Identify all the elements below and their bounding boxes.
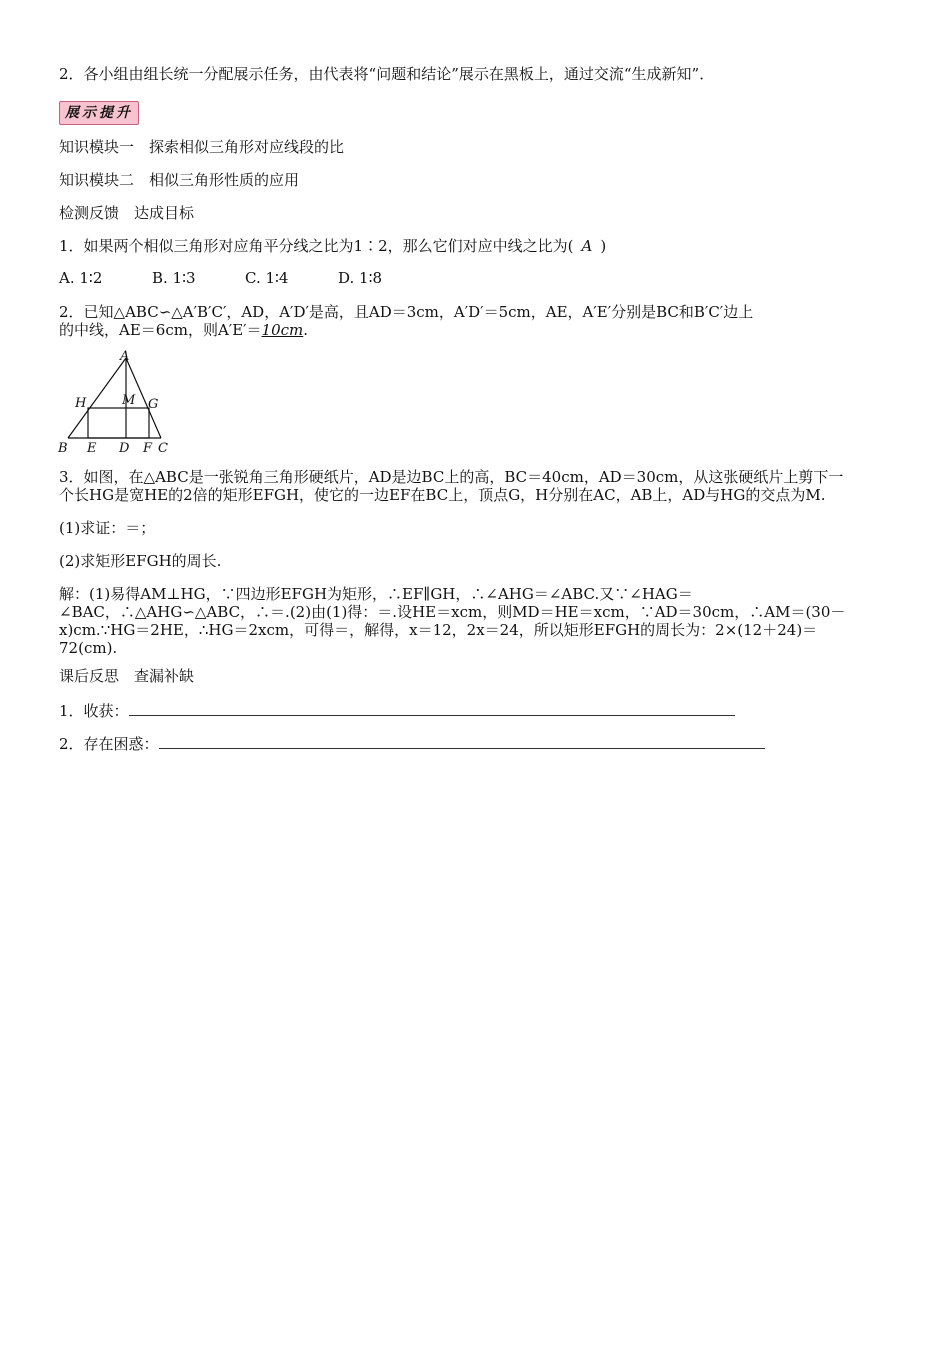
module-2-title: 知识模块二 相似三角形性质的应用 [59, 171, 300, 189]
check-heading: 检测反馈 达成目标 [59, 204, 195, 222]
label-h: H [75, 396, 87, 411]
label-b: B [58, 441, 68, 456]
solution-line-2: ∠BAC，∴△AHG∽△ABC，∴＝.(2)由(1)得：＝.设HE＝xcm，则MD＝HE＝xcm，∵AD＝30cm，∴AM＝(30－ [59, 603, 846, 621]
label-a: A [120, 349, 130, 364]
question-1-text: 1．如果两个相似三角形对应角平分线之比为1∶2，那么它们对应中线之比为( [59, 237, 574, 255]
question-2-prefix: 的中线，AE＝6cm，则A′E′＝ [59, 321, 262, 339]
option-a: A. 1∶2 [59, 269, 103, 287]
question-2-suffix: . [303, 321, 309, 339]
question-3-line-2: 个长HG是宽HE的2倍的矩形EFGH，使它的一边EF在BC上，顶点G，H分别在AC，AB上，AD与HG的交点为M. [59, 486, 826, 504]
option-d: D. 1∶8 [338, 269, 383, 287]
doubt-label: 2．存在困惑： [59, 735, 159, 753]
label-e: E [87, 441, 97, 456]
question-2-line-1: 2．已知△ABC∽△A′B′C′，AD，A′D′是高，且AD＝3cm，A′D′＝5cm，AE，A′E′分别是BC和B′C′边上 [59, 303, 754, 321]
question-2-line-2 [59, 320, 308, 340]
label-g: G [148, 397, 159, 412]
question-3-line-1: 3．如图，在△ABC是一张锐角三角形硬纸片，AD是边BC上的高，BC＝40cm，AD＝30cm，从这张硬纸片上剪下一 [59, 468, 844, 486]
question-1-close: ) [600, 237, 607, 255]
triangle-figure [55, 346, 175, 458]
solution-line-1: 解：(1)易得AM⊥HG，∵四边形EFGH为矩形，∴EF∥GH，∴∠AHG＝∠ABC.又∵∠HAG＝ [59, 585, 693, 603]
label-c: C [158, 441, 168, 456]
option-c: C. 1∶4 [245, 269, 289, 287]
label-d: D [119, 441, 130, 456]
module-1-title: 知识模块一 探索相似三角形对应线段的比 [59, 138, 345, 156]
section-badge: 展示提升 [59, 101, 139, 125]
item-intro: 2．各小组由组长统一分配展示任务，由代表将“问题和结论”展示在黑板上，通过交流“生成新知”． [59, 65, 715, 83]
question-1-answer: A [581, 237, 593, 255]
solution-line-4: 72(cm). [59, 639, 118, 657]
question-3-part-1: (1)求证：＝； [59, 519, 156, 537]
question-1 [59, 236, 606, 256]
question-1-options [59, 268, 382, 288]
rectangle-efgh [88, 408, 149, 438]
gain-answer-line[interactable] [129, 701, 735, 716]
reflection-heading: 课后反思 查漏补缺 [59, 667, 195, 685]
label-f: F [143, 441, 153, 456]
doubt-answer-line[interactable] [159, 734, 765, 749]
gain-label: 1．收获： [59, 702, 129, 720]
reflection-gain [59, 701, 735, 721]
option-b: B. 1∶3 [152, 269, 196, 287]
question-2-answer: 10cm [261, 321, 304, 339]
question-3-part-2: (2)求矩形EFGH的周长. [59, 552, 222, 570]
label-m: M [122, 393, 136, 408]
reflection-doubt [59, 734, 765, 754]
solution-line-3: x)cm.∵HG＝2HE，∴HG＝2xcm，可得＝，解得，x＝12，2x＝24，所以矩形EFGH的周长为：2×(12＋24)＝ [59, 621, 818, 639]
